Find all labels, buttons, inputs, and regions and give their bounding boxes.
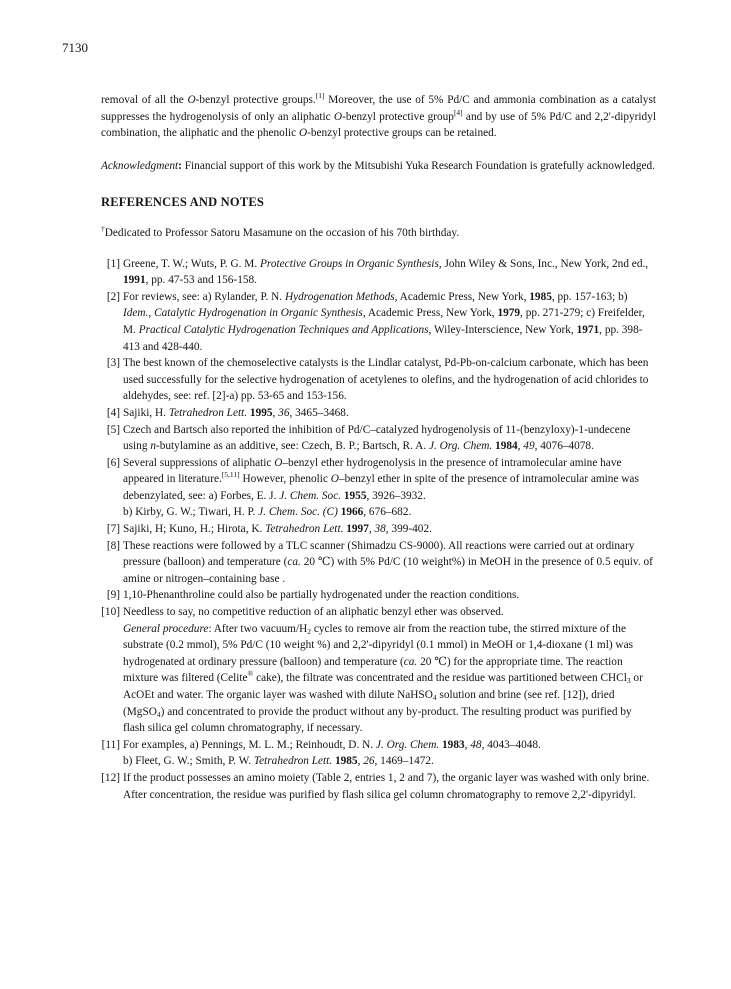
reference-10: [10] Needless to say, no competitive reduction of an aliphatic benzyl ether was observed. General procedure: After two vacuum/$H_2$ cycles to remove air from the reaction tube, the stirred mixture of the substrate (0.2 mmol), 5% Pd/C (10 weight %) and 2,2'-dipyridyl (0.1 mmol) in MeOH or 1,4-dioxane (1 ml) was hydrogenated at ordinary pressure (balloon) and temperature (ca. 20 ℃) for the appropriate time. The reaction mixture was filtered (Celite® cake), the filtrate was concentrated and the residue was partitioned between CHCl$_3$ or AcOEt and water. The organic layer was washed with dilute NaHSO$_4$ solution and brine (see ref. [12]), dried (MgSO$_4$) and concentrated to provide the product without any by-product. The resulting product was purified by flash silica gel column chromatography, if necessary.	[101, 604, 656, 737]
reference-7: [7] Sajiki, H; Kuno, H.; Hirota, K. Tetrahedron Lett. 1997, 38, 399-402.	[101, 521, 656, 538]
reference-3: [3] The best known of the chemoselective catalysts is the Lindlar catalyst, Pd-Pb-on-calcium carbonate, which has been used successfully for the selective hydrogenation of acetylenes to olefins, and the hydrogenation of acid chlorides to aldehydes, see: ref. [2]-a) pp. 53-65 and 153-156.	[101, 355, 656, 405]
reference-number: [12]	[101, 771, 120, 784]
reference-number: [2]	[106, 290, 120, 303]
reference-list	[101, 256, 656, 804]
citation-superscript: [1]	[315, 91, 325, 100]
citation-superscript: [5,11]	[221, 470, 240, 480]
acknowledgment-paragraph: Acknowledgment: Financial support of this work by the Mitsubishi Yuka Research Foundation is gratefully acknowledged.	[101, 159, 655, 172]
reference-number: [7]	[106, 523, 120, 536]
references-heading: REFERENCES AND NOTES	[101, 195, 265, 210]
reference-9: [9] 1,10-Phenanthroline could also be partially hydrogenated under the reaction conditions.	[101, 587, 656, 604]
reference-2: [2] For reviews, see: a) Rylander, P. N. Hydrogenation Methods, Academic Press, New York, 1985, pp. 157-163; b) Idem., Catalytic Hydrogenation in Organic Synthesis, Academic Press, New York, 1979, pp. 271-279; c) Freifelder, M. Practical Catalytic Hydrogenation Techniques and Applications, Wiley-Interscience, New York, 1971, pp. 398-413 and 428-440.	[101, 289, 656, 355]
reference-number: [4]	[106, 406, 120, 419]
reference-number: [1]	[106, 257, 120, 270]
acknowledgment-label: Acknowledgment	[101, 159, 179, 172]
reference-11: [11] For examples, a) Pennings, M. L. M.; Reinhoudt, D. N. J. Org. Chem. 1983, 48, 4043–4048. b) Fleet, G. W.; Smith, P. W. Tetrahedron Lett. 1985, 26, 1469–1472.	[101, 737, 656, 770]
dedication-note: †Dedicated to Professor Satoru Masamune on the occasion of his 70th birthday.	[101, 223, 460, 239]
reference-1: [1] Greene, T. W.; Wuts, P. G. M. Protective Groups in Organic Synthesis, John Wiley & Sons, Inc., New York, 2nd ed., 1991, pp. 47-53 and 156-158.	[101, 256, 656, 289]
reference-number: [10]	[101, 606, 120, 619]
reference-4: [4] Sajiki, H. Tetrahedron Lett. 1995, 36, 3465–3468.	[101, 405, 656, 422]
dagger-mark: †	[101, 223, 105, 233]
reference-12: [12] If the product possesses an amino moiety (Table 2, entries 1, 2 and 7), the organic layer was washed with only brine. After concentration, the residue was purified by flash silica gel column chromatography to remove 2,2'-dipyridyl.	[101, 770, 656, 803]
page-number: 7130	[62, 40, 88, 55]
reference-number: [3]	[106, 357, 120, 370]
reference-number: [5]	[106, 423, 120, 436]
reference-number: [8]	[106, 539, 120, 552]
reference-number: [9]	[106, 589, 120, 602]
citation-superscript: [4]	[453, 107, 463, 117]
body-paragraph: removal of all the O-benzyl protective groups.[1] Moreover, the use of 5% Pd/C and ammonia combination as a catalyst suppresses the hydrogenolysis of only an aliphatic O-benzyl protective group[4] and by use of 5% Pd/C and 2,2'-dipyridyl combination, the aliphatic and the phenolic O-benzyl protective groups can be retained.	[101, 91, 656, 140]
reference-5: [5] Czech and Bartsch also reported the inhibition of Pd/C–catalyzed hydrogenolysis of 11-(benzyloxy)-1-undecene using n-butylamine as an additive, see: Czech, B. P.; Bartsch, R. A. J. Org. Chem. 1984, 49, 4076–4078.	[101, 422, 656, 455]
reference-8: [8] These reactions were followed by a TLC scanner (Shimadzu CS-9000). All reactions were carried out at ordinary pressure (balloon) and temperature (ca. 20 ℃) with 5% Pd/C (10 weight%) in MeOH in the presence of 0.5 equiv. of amine or nitrogen–containing base .	[101, 538, 656, 588]
reference-6: [6] Several suppressions of aliphatic O–benzyl ether hydrogenolysis in the presence of intramolecular amine have appeared in literature.[5,11] However, phenolic O–benzyl ether in spite of the presence of intramolecular amine was debenzylated, see: a) Forbes, E. J. J. Chem. Soc. 1955, 3926–3932. b) Kirby, G. W.; Tiwari, H. P. J. Chem. Soc. (C) 1966, 676–682.	[101, 455, 656, 521]
reference-number: [11]	[101, 738, 120, 751]
reference-number: [6]	[106, 456, 120, 469]
page-content	[101, 92, 656, 803]
